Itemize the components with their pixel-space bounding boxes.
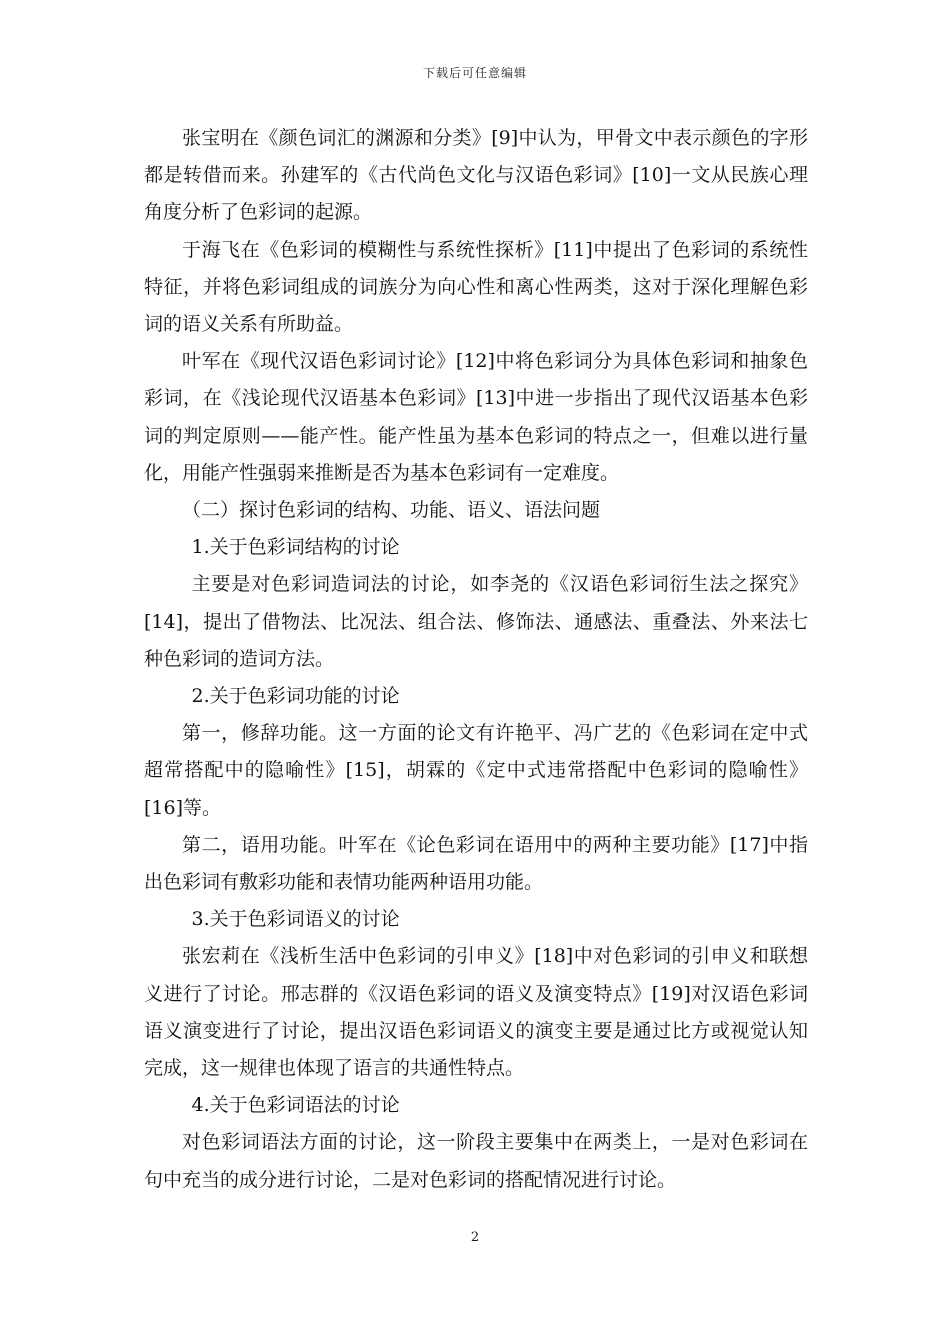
subheading-semantics: 3.关于色彩词语义的讨论 [191,908,400,931]
paragraph-pragmatic-function: 第二，语用功能。叶军在《论色彩词在语用中的两种主要功能》[17]中指出色彩词有敷彩功能和表情功能两种语用功能。 [144,833,808,894]
subheading-grammar: 4.关于色彩词语法的讨论 [191,1094,400,1117]
page-header: 下载后可任意编辑 [422,66,527,80]
paragraph-rhetoric-function: 第一，修辞功能。这一方面的论文有许艳平、冯广艺的《色彩词在定中式超常搭配中的隐喻性》[15]，胡霖的《定中式违常搭配中色彩词的隐喻性》[16]等。 [144,722,808,819]
paragraph-zhang-baoming: 张宝明在《颜色词汇的渊源和分类》[9]中认为，甲骨文中表示颜色的字形都是转借而来。孙建军的《古代尚色文化与汉语色彩词》[10]一文从民族心理角度分析了色彩词的起源。 [144,127,808,224]
paragraph-grammar: 对色彩词语法方面的讨论，这一阶段主要集中在两类上，一是对色彩词在句中充当的成分进行讨论，二是对色彩词的搭配情况进行讨论。 [144,1131,808,1191]
paragraph-ye-jun: 叶军在《现代汉语色彩词讨论》[12]中将色彩词分为具体色彩词和抽象色彩词，在《浅论现代汉语基本色彩词》[13]中进一步指出了现代汉语基本色彩词的判定原则——能产性。能产性虽为基本色彩词的特点之一，但难以进行量化，用能产性强弱来推断是否为基本色彩词有一定难度。 [144,350,808,484]
page-number: 2 [470,1230,480,1245]
document-body [144,120,808,1199]
paragraph-li-yao: 主要是对色彩词造词法的讨论，如李尧的《汉语色彩词衍生法之探究》[14]，提出了借物法、比况法、组合法、修饰法、通感法、重叠法、外来法七种色彩词的造词方法。 [144,573,808,670]
section-heading-2: （二）探讨色彩词的结构、功能、语义、语法问题 [182,499,601,522]
paragraph-yu-haifei: 于海飞在《色彩词的模糊性与系统性探析》[11]中提出了色彩词的系统性特征，并将色彩词组成的词族分为向心性和离心性两类，这对于深化理解色彩词的语义关系有所助益。 [144,238,808,336]
subheading-function: 2.关于色彩词功能的讨论 [191,685,400,708]
subheading-structure: 1.关于色彩词结构的讨论 [191,536,400,559]
paragraph-zhang-hongli: 张宏莉在《浅析生活中色彩词的引申义》[18]中对色彩词的引申义和联想义进行了讨论。邢志群的《汉语色彩词的语义及演变特点》[19]对汉语色彩词语义演变进行了讨论，提出汉语色彩词语义的演变主要是通过比方或视觉认知完成，这一规律也体现了语言的共通性特点。 [144,945,808,1080]
